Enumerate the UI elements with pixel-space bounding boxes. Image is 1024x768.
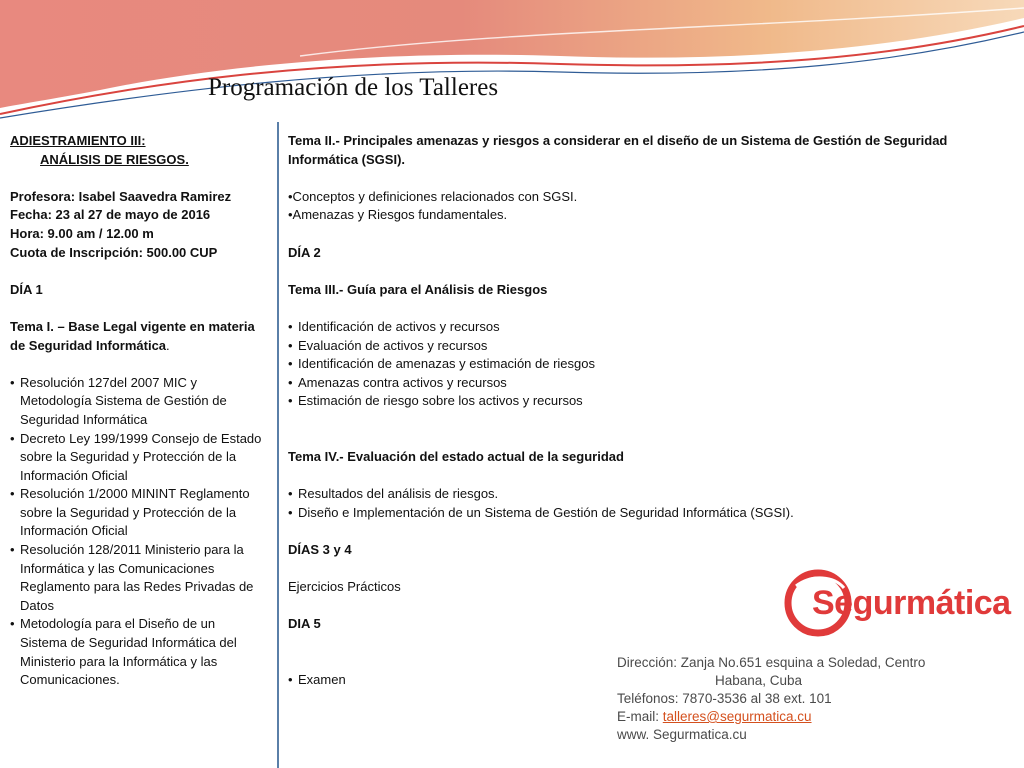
list-item-line: Ministerio para la Informática y las [20,653,218,669]
list-item: • Amenazas contra activos y recursos [288,374,968,393]
contact-footer [617,654,925,744]
fee: Cuota de Inscripción: 500.00 CUP [10,244,218,260]
topic-4-list [288,485,968,522]
day-5-label: DIA 5 [288,616,321,632]
email-line: E-mail: talleres@segurmatica.cu [617,709,812,724]
course-heading: ADIESTRAMIENTO III: [10,133,146,148]
topic-2-item: •Conceptos y definiciones relacionados con SGSI. [288,188,578,204]
date: Fecha: 23 al 27 de mayo de 2016 [10,207,211,223]
list-item-line: Datos [20,597,54,613]
list-item-line: • Resolución 127del 2007 MIC y [20,374,198,390]
topic-4-title: Tema IV.- Evaluación del estado actual de la seguridad [288,449,624,465]
topic-3-list [288,318,968,411]
list-item: • Resultados del análisis de riesgos. [288,485,968,504]
list-item-line: Informática y las Comunicaciones [20,560,215,576]
list-item: • Examen [288,671,968,690]
topic-2-title: Tema II.- Principales amenazas y riesgos a considerar en el diseño de un Sistema de Gestión de Seguridad [288,133,948,148]
list-item: • Identificación de amenazas y estimación de riesgos [288,355,968,374]
list-item [10,615,268,689]
address-line-cont: Habana, Cuba [715,673,803,688]
logo-wordmark: Segurmática [812,584,1011,622]
segurmatica-logo [782,566,1011,640]
day-2-label: DÍA 2 [288,244,321,260]
list-item-line: Sistema de Seguridad Informática del [20,635,237,651]
topic-3-title: Tema III.- Guía para el Análisis de Riesgos [288,281,548,297]
topic-1-title: Tema I. – Base Legal vigente en materia [10,318,255,334]
page-title: Programación de los Talleres [208,74,499,101]
list-item-line: • Decreto Ley 199/1999 Consejo de Estado [20,430,262,446]
list-item-line: Reglamento para las Redes Privadas de [20,579,254,595]
list-item: • Estimación de riesgo sobre los activos y recursos [288,392,968,411]
day-1-label: DÍA 1 [10,281,43,297]
list-item: • Identificación de activos y recursos [288,318,968,337]
list-item-line: Comunicaciones. [20,672,120,688]
website-line: www. Segurmatica.cu [617,727,747,742]
list-item [10,485,268,541]
list-item-line: • Resolución 1/2000 MININT Reglamento [20,486,250,502]
days-3-4-label: DÍAS 3 y 4 [288,542,352,558]
header-banner [0,0,1024,120]
list-item: • Evaluación de activos y recursos [288,337,968,356]
list-item-line: sobre la Seguridad y Protección de la [20,504,237,520]
list-item-line: sobre la Seguridad y Protección de la [20,449,237,465]
list-item-line: • Metodología para el Diseño de un [20,616,216,632]
list-item [10,541,268,615]
list-item [10,374,268,430]
email-link[interactable]: talleres@segurmatica.cu [662,709,812,724]
topic-1-list [10,374,268,690]
address-line: Dirección: Zanja No.651 esquina a Soledad, Centro [617,655,926,670]
time: Hora: 9.00 am / 12.00 m [10,225,154,241]
list-item [10,430,268,486]
list-item-line: • Resolución 128/2011 Ministerio para la [20,542,244,558]
column-divider [277,122,279,768]
list-item-line: Metodología Sistema de Gestión de [20,393,227,409]
phone-line: Teléfonos: 7870-3536 al 38 ext. 101 [617,691,832,706]
topic-2-title-cont: Informática (SGSI). [288,151,406,167]
left-column [10,132,268,690]
course-subheading: ANÁLISIS DE RIESGOS. [40,151,189,167]
list-item-line: Información Oficial [20,467,128,483]
list-item-line: Seguridad Informática [20,411,148,427]
practical-exercises: Ejercicios Prácticos [288,579,401,595]
list-item: • Diseño e Implementación de un Sistema de Gestión de Seguridad Informática (SGSI). [288,504,968,523]
topic-1-title-cont: de Seguridad Informática. [10,337,170,353]
instructor: Profesora: Isabel Saavedra Ramirez [10,188,232,204]
list-item-line: Información Oficial [20,523,128,539]
topic-2-item: •Amenazas y Riesgos fundamentales. [288,207,508,223]
